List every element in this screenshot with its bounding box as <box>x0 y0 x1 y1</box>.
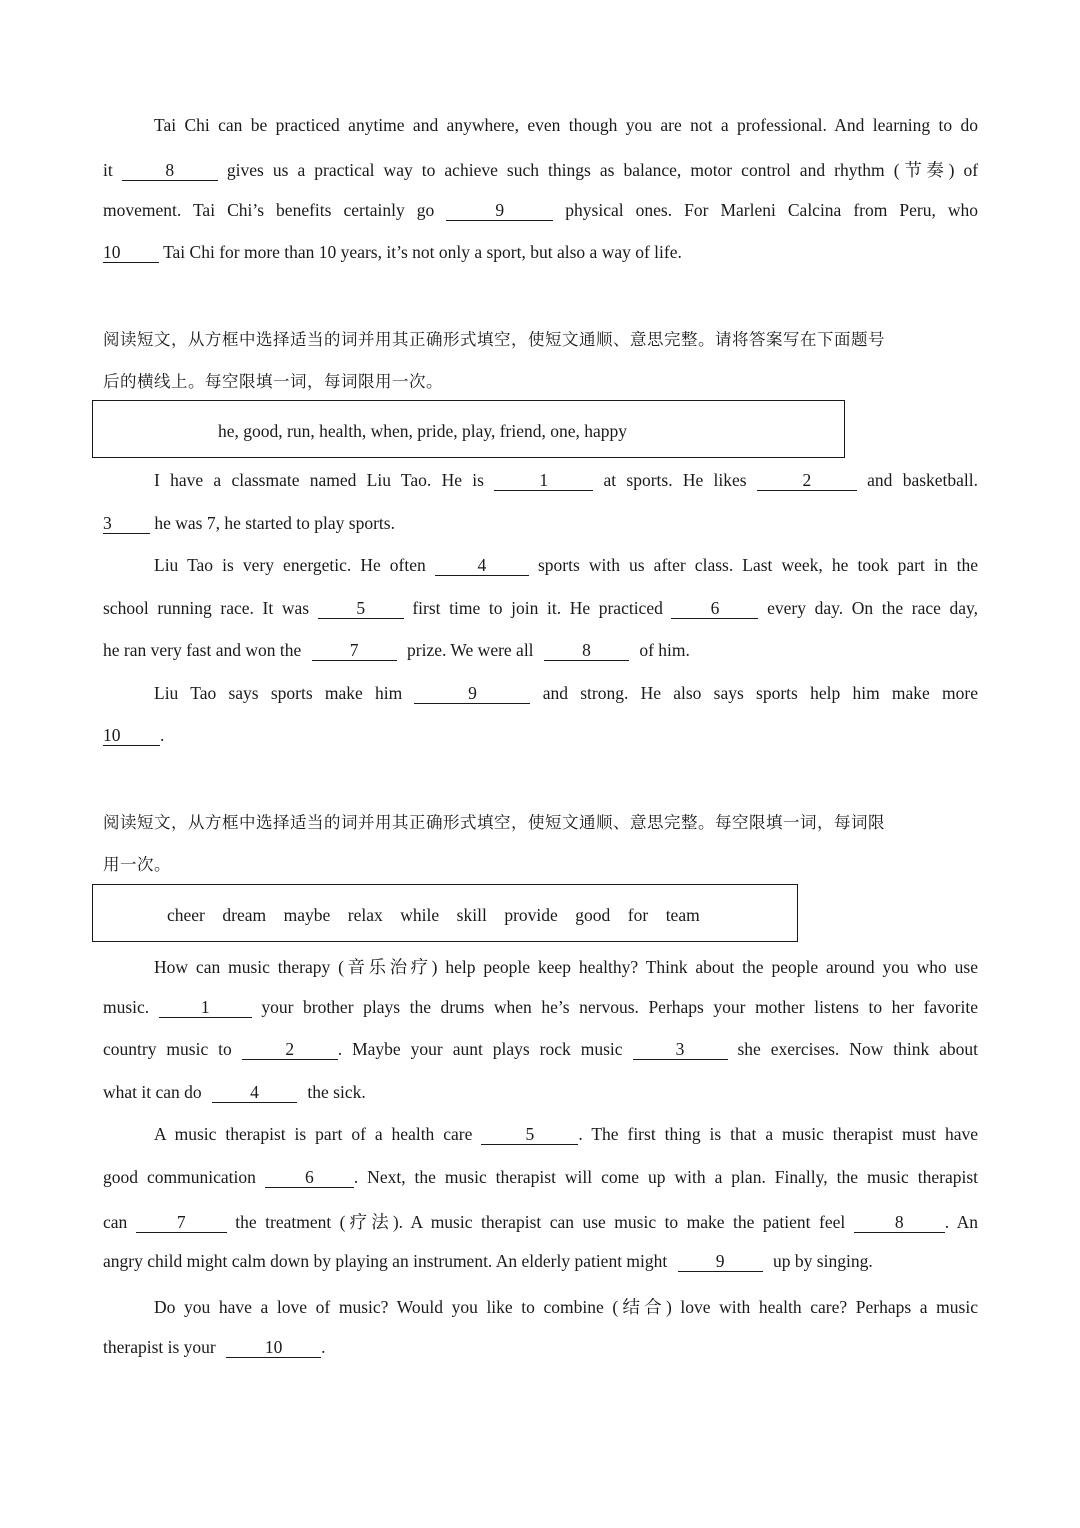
section2-line-1 <box>154 470 978 491</box>
word: while <box>400 905 440 925</box>
word-box-1 <box>92 400 845 458</box>
text: . <box>160 725 165 745</box>
section2-line-7 <box>103 725 164 746</box>
text: country music to <box>103 1039 232 1059</box>
text: . Maybe your aunt plays rock music <box>337 1039 623 1059</box>
blank-10[interactable]: 10 <box>226 1338 321 1358</box>
text: physical ones. For Marleni Calcina from Peru, who <box>565 200 979 220</box>
blank-4[interactable]: 4 <box>212 1083 297 1103</box>
text: the treatment (疗法). A music therapist can use music to make the patient feel <box>235 1212 846 1232</box>
text: . Next, the music therapist will come up with a plan. Finally, the music therapist <box>353 1167 978 1187</box>
text: your brother plays the drums when he’s nervous. Perhaps your mother listens to her favorite <box>261 997 979 1017</box>
word: team <box>665 905 700 925</box>
section2-line-5 <box>103 640 690 661</box>
passage1-line-4 <box>103 242 682 263</box>
text: he was 7, he started to play sports. <box>154 513 395 533</box>
blank-9[interactable]: 9 <box>446 201 553 221</box>
section2-line-6 <box>154 683 978 704</box>
text: prize. We were all <box>407 640 534 660</box>
passage1-line-1: Tai Chi can be practiced anytime and anywhere, even though you are not a professional. And learning to do <box>154 115 978 135</box>
section2-instruction-line-2: 后的横线上。每空限填一词，每词限用一次。 <box>103 372 443 391</box>
section3-line-7 <box>103 1209 978 1234</box>
text: Tai Chi for more than 10 years, it’s not only a sport, but also a way of life. <box>163 242 682 262</box>
word: dream <box>222 905 267 925</box>
section3-line-9: Do you have a love of music? Would you like to combine (结合) love with health care? Perhaps a music <box>154 1297 978 1317</box>
blank-10[interactable]: 10 <box>103 243 159 263</box>
text: and basketball. <box>867 470 979 490</box>
word: cheer <box>167 905 205 925</box>
blank-6[interactable]: 6 <box>671 599 758 619</box>
text: Liu Tao says sports make him <box>154 683 403 703</box>
section3-line-8 <box>103 1251 873 1272</box>
blank-5[interactable]: 5 <box>318 599 404 619</box>
section3-line-10 <box>103 1337 326 1358</box>
word-box-1-words: he, good, run, health, when, pride, play, friend, one, happy <box>218 421 628 441</box>
blank-8[interactable]: 8 <box>544 641 629 661</box>
text: therapist is your <box>103 1337 216 1357</box>
section2-line-3 <box>154 555 978 576</box>
blank-9[interactable]: 9 <box>414 684 530 704</box>
text: sports with us after class. Last week, he took part in the <box>537 555 979 575</box>
passage1-line-3 <box>103 200 978 221</box>
text: at sports. He likes <box>603 470 747 490</box>
text: music. <box>103 997 150 1017</box>
word: maybe <box>283 905 331 925</box>
section2-line-4 <box>103 598 978 619</box>
section2-line-2 <box>103 513 395 534</box>
section2-instruction-line-1: 阅读短文，从方框中选择适当的词并用其正确形式填空，使短文通顺、意思完整。请将答案写在下面题号 <box>103 330 885 349</box>
section3-line-5 <box>154 1124 978 1145</box>
blank-10[interactable]: 10 <box>103 726 160 746</box>
blank-7[interactable]: 7 <box>312 641 397 661</box>
blank-1[interactable]: 1 <box>494 471 593 491</box>
blank-2[interactable]: 2 <box>242 1040 338 1060</box>
text: Liu Tao is very energetic. He often <box>154 555 426 575</box>
word: provide <box>504 905 558 925</box>
text: . An <box>944 1212 978 1232</box>
passage1-line-2 <box>103 157 978 182</box>
text: . <box>321 1337 326 1357</box>
text: can <box>103 1212 128 1232</box>
section3-line-2 <box>103 997 978 1018</box>
blank-8[interactable]: 8 <box>122 161 218 181</box>
text: up by singing. <box>773 1251 873 1271</box>
word: for <box>627 905 649 925</box>
word-box-2 <box>92 884 798 942</box>
section3-line-4 <box>103 1082 366 1103</box>
section3-instruction-line-1: 阅读短文，从方框中选择适当的词并用其正确形式填空，使短文通顺、意思完整。每空限填一词，每词限 <box>103 813 885 832</box>
text: I have a classmate named Liu Tao. He is <box>154 470 484 490</box>
section3-line-3 <box>103 1039 978 1060</box>
text: school running race. It was <box>103 598 310 618</box>
word: relax <box>347 905 383 925</box>
blank-5[interactable]: 5 <box>481 1125 578 1145</box>
text: good communication <box>103 1167 256 1187</box>
text: and strong. He also says sports help him make more <box>542 683 979 703</box>
text: movement. Tai Chi’s benefits certainly go <box>103 200 435 220</box>
blank-2[interactable]: 2 <box>757 471 857 491</box>
text: what it can do <box>103 1082 202 1102</box>
text: angry child might calm down by playing an instrument. An elderly patient might <box>103 1251 668 1271</box>
text: every day. On the race day, <box>767 598 979 618</box>
blank-3[interactable]: 3 <box>103 514 150 534</box>
word: skill <box>456 905 487 925</box>
blank-1[interactable]: 1 <box>159 998 252 1018</box>
text: the sick. <box>307 1082 366 1102</box>
text: A music therapist is part of a health care <box>154 1124 473 1144</box>
text: gives us a practical way to achieve such things as balance, motor control and rhythm (节奏) of <box>226 160 979 180</box>
text: he ran very fast and won the <box>103 640 302 660</box>
text: it <box>103 160 113 180</box>
text: of him. <box>639 640 690 660</box>
blank-7[interactable]: 7 <box>136 1213 227 1233</box>
section3-line-6 <box>103 1167 978 1188</box>
word: good <box>575 905 611 925</box>
blank-6[interactable]: 6 <box>265 1168 354 1188</box>
section3-instruction-line-2: 用一次。 <box>103 855 171 874</box>
text: . The first thing is that a music therapist must have <box>578 1124 979 1144</box>
blank-4[interactable]: 4 <box>435 556 529 576</box>
text: first time to join it. He practiced <box>412 598 663 618</box>
text: she exercises. Now think about <box>737 1039 979 1059</box>
word-box-2-words <box>167 905 700 926</box>
blank-9[interactable]: 9 <box>678 1252 763 1272</box>
section3-line-1: How can music therapy (音乐治疗) help people keep healthy? Think about the people around you who use <box>154 957 978 977</box>
blank-3[interactable]: 3 <box>633 1040 728 1060</box>
blank-8[interactable]: 8 <box>854 1213 945 1233</box>
